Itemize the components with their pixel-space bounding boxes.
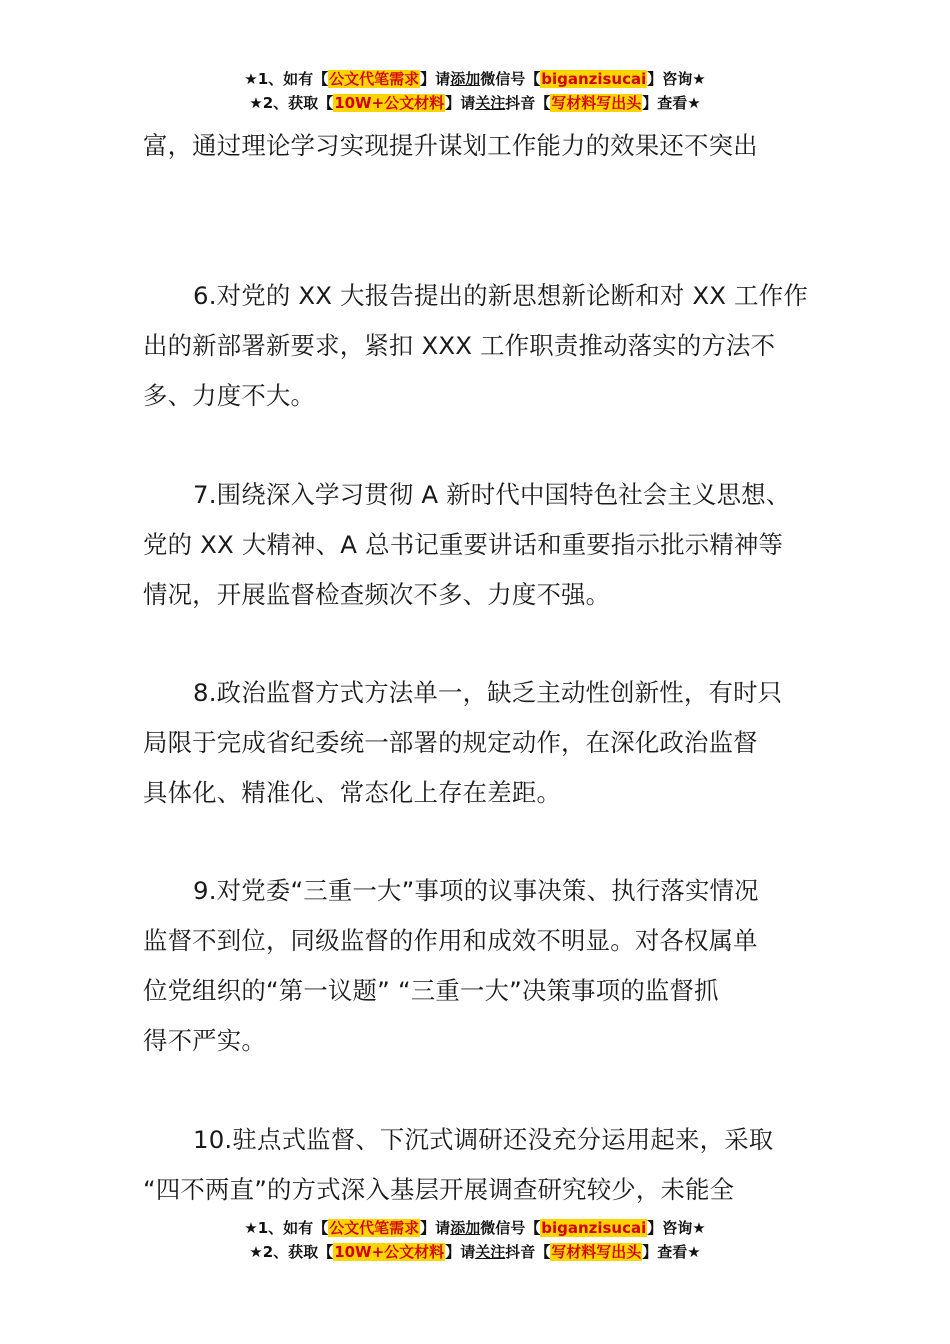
text-line: 党的 XX 大精神、A 总书记重要讲话和重要指示批示精神等 xyxy=(143,530,784,559)
banner-text: 】咨询★ xyxy=(647,70,706,88)
banner-highlight: 写材料写出头 xyxy=(551,1243,642,1261)
banner-underline: 关注 xyxy=(475,1243,506,1261)
banner-text: 抖音【 xyxy=(505,94,551,112)
banner-text: 】请 xyxy=(420,70,451,88)
banner-underline: 添加 xyxy=(450,70,481,88)
text-line: 情况，开展监督检查频次不多、力度不强。 xyxy=(143,580,611,609)
banner-underline: 添加 xyxy=(450,1219,481,1237)
banner-highlight: 公文代笔需求 xyxy=(329,1219,420,1237)
paragraph-item-6 xyxy=(143,271,807,421)
banner-text: 】请 xyxy=(420,1219,451,1237)
banner-text: ★2、获取【 xyxy=(249,1243,334,1261)
banner-text: 】查看★ xyxy=(642,94,701,112)
banner-highlight: biganzisucai xyxy=(541,70,647,88)
banner-text: 】请 xyxy=(445,94,476,112)
banner-underline: 关注 xyxy=(475,94,506,112)
banner-line-2 xyxy=(0,91,950,115)
paragraph-item-8 xyxy=(143,668,807,818)
text-line: 6.对党的 XX 大报告提出的新思想新论断和对 XX 工作作 xyxy=(193,281,808,310)
text-line: 局限于完成省纪委统一部署的规定动作，在深化政治监督 xyxy=(143,728,758,757)
banner-line-1 xyxy=(0,1216,950,1240)
text-line: 8.政治监督方式方法单一，缺乏主动性创新性，有时只 xyxy=(193,678,783,707)
banner-text: ★1、如有【 xyxy=(244,70,329,88)
banner-text: 】查看★ xyxy=(642,1243,701,1261)
paragraph-item-9 xyxy=(143,866,807,1066)
text-line: 富，通过理论学习实现提升谋划工作能力的效果还不突出 xyxy=(143,131,758,160)
banner-text: 微信号【 xyxy=(480,70,541,88)
banner-highlight: 写材料写出头 xyxy=(551,94,642,112)
text-line: 7.围绕深入学习贯彻 A 新时代中国特色社会主义思想、 xyxy=(193,480,791,509)
banner-text: 】咨询★ xyxy=(647,1219,706,1237)
text-line: 具体化、精准化、常态化上存在差距。 xyxy=(143,778,562,807)
text-line: 出的新部署新要求，紧扣 XXX 工作职责推动落实的方法不 xyxy=(143,331,776,360)
footer-banner xyxy=(0,1216,950,1264)
banner-line-2 xyxy=(0,1240,950,1264)
text-line: 位党组织的“第一议题” “三重一大”决策事项的监督抓 xyxy=(143,976,719,1005)
header-banner xyxy=(0,67,950,115)
banner-highlight: 公文代笔需求 xyxy=(329,70,420,88)
banner-highlight: 10W+公文材料 xyxy=(334,94,445,112)
paragraph-item-7 xyxy=(143,470,807,620)
banner-highlight: 10W+公文材料 xyxy=(334,1243,445,1261)
banner-text: 】请 xyxy=(445,1243,476,1261)
text-line: 10.驻点式监督、下沉式调研还没充分运用起来，采取 xyxy=(193,1125,774,1154)
text-line: 得不严实。 xyxy=(143,1026,266,1055)
banner-line-1 xyxy=(0,67,950,91)
banner-highlight: biganzisucai xyxy=(541,1219,647,1237)
text-line: 9.对党委“三重一大”事项的议事决策、执行落实情况 xyxy=(193,876,759,905)
banner-text: 微信号【 xyxy=(480,1219,541,1237)
paragraph-item-10 xyxy=(143,1115,807,1215)
banner-text: 抖音【 xyxy=(505,1243,551,1261)
text-line: “四不两直”的方式深入基层开展调查研究较少，未能全 xyxy=(143,1175,735,1204)
text-line: 多、力度不大。 xyxy=(143,381,316,410)
paragraph-fragment xyxy=(143,121,807,171)
text-line: 监督不到位，同级监督的作用和成效不明显。对各权属单 xyxy=(143,926,758,955)
banner-text: ★1、如有【 xyxy=(244,1219,329,1237)
banner-text: ★2、获取【 xyxy=(249,94,334,112)
